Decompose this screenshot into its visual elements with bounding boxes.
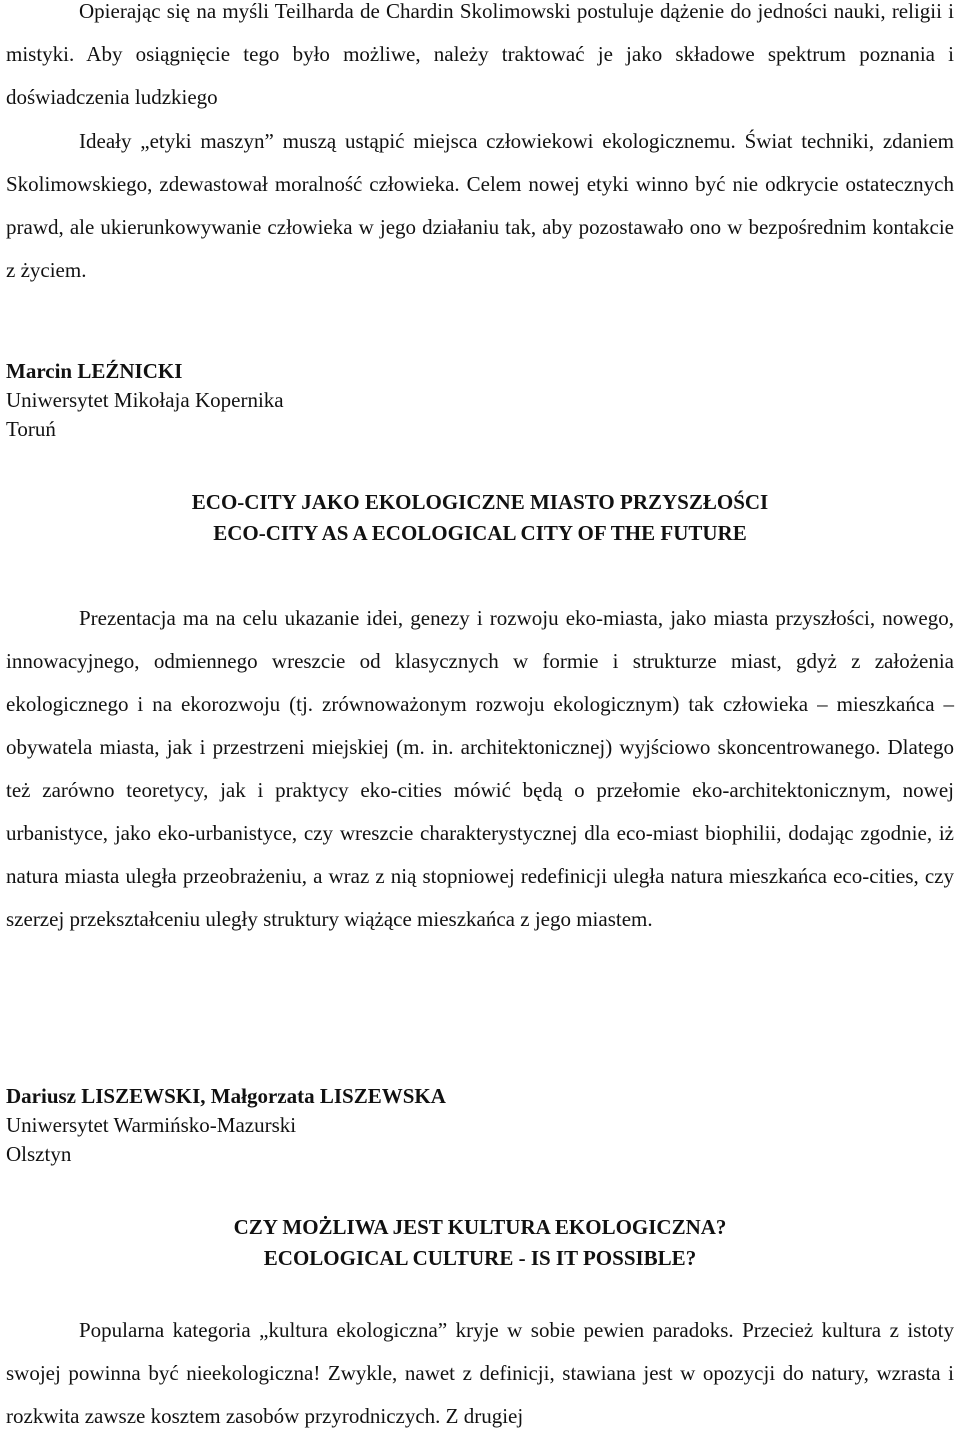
author-city: Toruń <box>6 417 56 441</box>
author-affiliation: Uniwersytet Warmińsko-Mazurski <box>6 1113 297 1137</box>
article-title-block-1 <box>6 487 954 549</box>
author-affiliation: Uniwersytet Mikołaja Kopernika <box>6 388 284 412</box>
author-city: Olsztyn <box>6 1142 72 1166</box>
article-abstract-2: Popularna kategoria „kultura ekologiczna” kryje w sobie pewien paradoks. Przecież kultura z istoty swojej powinna być nieekologiczna! Zwykle, nawet z definicji, stawiana jest w opozycji do natury, wzrasta i rozkwita zawsze kosztem zasobów przyrodniczych. Z drugiej <box>6 1318 954 1428</box>
author-block-1 <box>6 357 954 444</box>
author-name: Dariusz LISZEWSKI, Małgorzata LISZEWSKA <box>6 1084 446 1108</box>
article-title-en: ECO-CITY AS A ECOLOGICAL CITY OF THE FUTURE <box>213 521 747 545</box>
continuation-paragraph-1: Opierając się na myśli Teilharda de Chardin Skolimowski postuluje dążenie do jedności nauki, religii i mistyki. Aby osiągnięcie tego było możliwe, należy traktować je jako składowe spektrum poznania i doświadczenia ludzkiego <box>6 0 954 109</box>
article-title-en: ECOLOGICAL CULTURE - IS IT POSSIBLE? <box>263 1246 697 1270</box>
author-name: Marcin LEŹNICKI <box>6 359 183 383</box>
article-abstract-1: Prezentacja ma na celu ukazanie idei, genezy i rozwoju eko-miasta, jako miasta przyszłości, nowego, innowacyjnego, odmiennego wreszcie od klasycznych w formie i strukturze miast, gdyż z założenia ekologicznego i na ekorozwoju (tj. zrównoważonym rozwoju ekologicznym) tak człowieka – mieszkańca – obywatela miasta, jak i przestrzeni miejskiej (m. in. architektonicznej) wyjściowo skoncentrowanego. Dlatego też zarówno teoretycy, jak i praktycy eko-cities mówić będą o przełomie eko-architektonicznym, nowej urbanistyce, jako eko-urbanistyce, czy wreszcie charakterystycznej dla eco-miast biophilii, dodając zgodnie, iż natura miasta uległa przeobrażeniu, a wraz z nią stopniowej redefinicji uległa natura mieszkańca eco-cities, czy szerzej przekształceniu uległy struktury wiążące mieszkańca z jego miastem. <box>6 606 954 931</box>
article-title-pl: ECO-CITY JAKO EKOLOGICZNE MIASTO PRZYSZŁOŚCI <box>191 490 769 514</box>
author-block-2 <box>6 1082 954 1169</box>
continuation-paragraph-2: Ideały „etyki maszyn” muszą ustąpić miejsca człowiekowi ekologicznemu. Świat techniki, zdaniem Skolimowskiego, zdewastował moralność człowieka. Celem nowej etyki winno być nie odkrycie ostatecznych prawd, ale ukierunkowywanie człowieka w jego działaniu tak, aby pozostawało ono w bezpośrednim kontakcie z życiem. <box>6 129 954 282</box>
article-title-pl: CZY MOŻLIWA JEST KULTURA EKOLOGICZNA? <box>233 1215 727 1239</box>
article-title-block-2 <box>6 1212 954 1274</box>
